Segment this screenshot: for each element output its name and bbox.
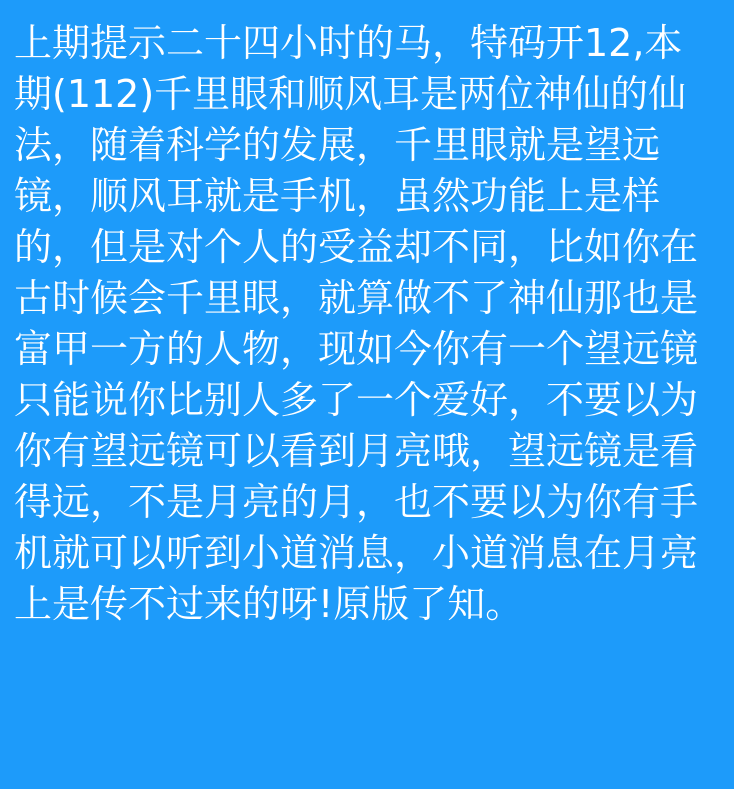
card-body-text: 上期提示二十四小时的马，特码开12,本期(112)千里眼和顺风耳是两位神仙的仙法，随着科学的发展，千里眼就是望远镜，顺风耳就是手机，虽然功能上是样的，但是对个人的受益却不同，比如你在古时候会千里眼，就算做不了神仙那也是富甲一方的人物，现如今你有一个望远镜只能说你比别人多了一个爱好，不要以为你有望远镜可以看到月亮哦，望远镜是看得远，不是月亮的月，也不要以为你有手机就可以听到小道消息，小道消息在月亮上是传不过来的呀!原版了知。 xyxy=(14,21,699,626)
